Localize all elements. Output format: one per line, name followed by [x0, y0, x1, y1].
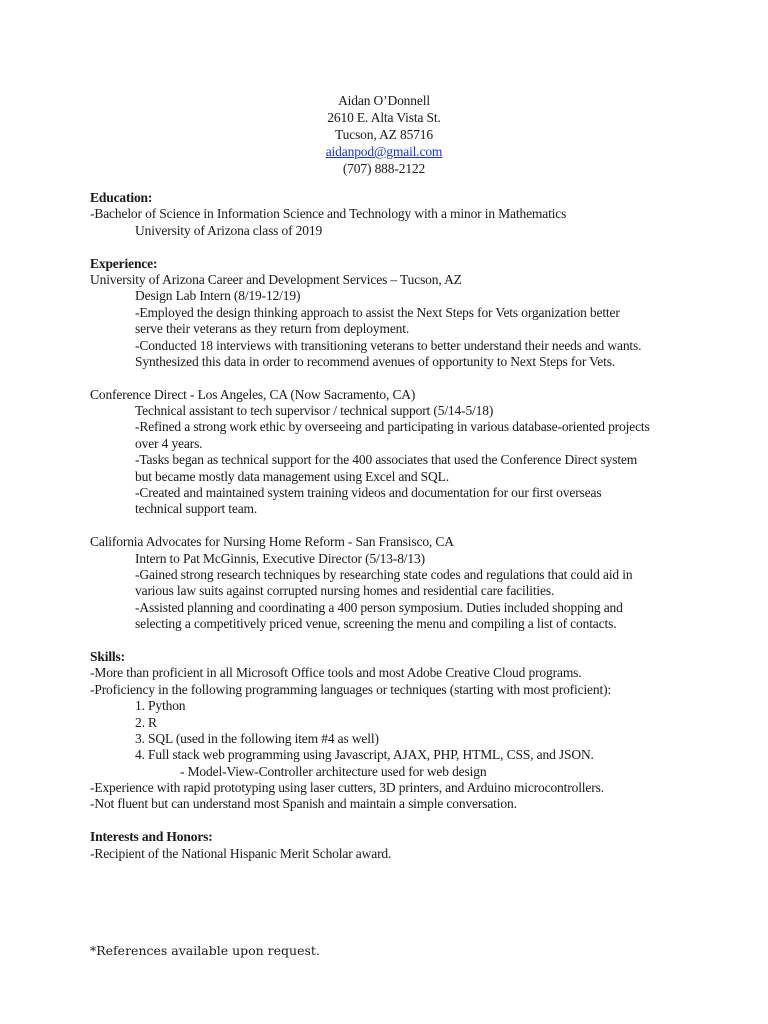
- job-detail: technical support team.: [135, 501, 258, 517]
- contact-header: [0, 92, 768, 177]
- city-state-zip: Tucson, AZ 85716: [335, 127, 433, 142]
- job-detail: but became mostly data management using Excel and SQL.: [135, 468, 449, 484]
- degree-line: -Bachelor of Science in Information Science and Technology with a minor in Mathematics: [90, 206, 567, 222]
- experience-heading: Experience:: [90, 255, 158, 271]
- job-role: Design Lab Intern (8/19-12/19): [135, 288, 301, 304]
- skills-line: -Not fluent but can understand most Spanish and maintain a simple conversation.: [90, 796, 517, 812]
- skills-list-item: 4. Full stack web programming using Javascript, AJAX, PHP, HTML, CSS, and JSON.: [135, 747, 594, 763]
- job-role: Intern to Pat McGinnis, Executive Director (5/13-8/13): [135, 550, 425, 566]
- email-link[interactable]: aidanpod@gmail.com: [325, 144, 443, 159]
- job-role: Technical assistant to tech supervisor / technical support (5/14-5/18): [135, 403, 494, 419]
- job-detail: -Assisted planning and coordinating a 400 person symposium. Duties included shopping and: [135, 599, 623, 615]
- job-detail: -Employed the design thinking approach to assist the Next Steps for Vets organization better: [135, 304, 620, 320]
- resume-body: [90, 190, 690, 862]
- job-detail: -Conducted 18 interviews with transitioning veterans to better understand their needs and wants.: [135, 337, 642, 353]
- skills-heading: Skills:: [90, 648, 125, 664]
- job-detail: -Refined a strong work ethic by overseeing and participating in various database-oriented projects: [135, 419, 650, 435]
- job-detail: -Gained strong research techniques by researching state codes and regulations that could aid in: [135, 566, 633, 582]
- references-note: *References available upon request.: [90, 943, 320, 958]
- skills-list-item: 2. R: [135, 714, 157, 730]
- job-detail: -Tasks began as technical support for the 400 associates that used the Conference Direct system: [135, 452, 638, 468]
- job-detail: selecting a competitively priced venue, screening the menu and compiling a list of contacts.: [135, 616, 617, 632]
- job-detail: over 4 years.: [135, 435, 203, 451]
- job-detail: serve their veterans as they return from deployment.: [135, 321, 410, 337]
- job-detail: -Created and maintained system training videos and documentation for our first overseas: [135, 485, 602, 501]
- skills-list-item: 1. Python: [135, 698, 186, 714]
- street-address: 2610 E. Alta Vista St.: [327, 110, 441, 125]
- interests-heading: Interests and Honors:: [90, 829, 213, 845]
- phone-number: (707) 888-2122: [342, 161, 426, 176]
- skills-line: -Proficiency in the following programming languages or techniques (starting with most proficient):: [90, 681, 612, 697]
- job-org: Conference Direct - Los Angeles, CA (Now Sacramento, CA): [90, 386, 416, 402]
- skills-line: -More than proficient in all Microsoft Office tools and most Adobe Creative Cloud programs.: [90, 665, 582, 681]
- applicant-name: Aidan O’Donnell: [338, 93, 430, 108]
- skills-line: -Experience with rapid prototyping using laser cutters, 3D printers, and Arduino microcontrollers.: [90, 780, 604, 796]
- skills-sub-item: - Model-View-Controller architecture used for web design: [180, 763, 487, 779]
- job-org: California Advocates for Nursing Home Reform - San Fransisco, CA: [90, 534, 454, 550]
- education-heading: Education:: [90, 190, 153, 205]
- job-org: University of Arizona Career and Development Services – Tucson, AZ: [90, 271, 462, 287]
- school-line: University of Arizona class of 2019: [135, 222, 323, 238]
- job-detail: Synthesized this data in order to recommend avenues of opportunity to Next Steps for Vets.: [135, 353, 616, 369]
- interests-line: -Recipient of the National Hispanic Merit Scholar award.: [90, 845, 392, 861]
- skills-list-item: 3. SQL (used in the following item #4 as well): [135, 730, 379, 746]
- job-detail: various law suits against corrupted nursing homes and residential care facilities.: [135, 583, 555, 599]
